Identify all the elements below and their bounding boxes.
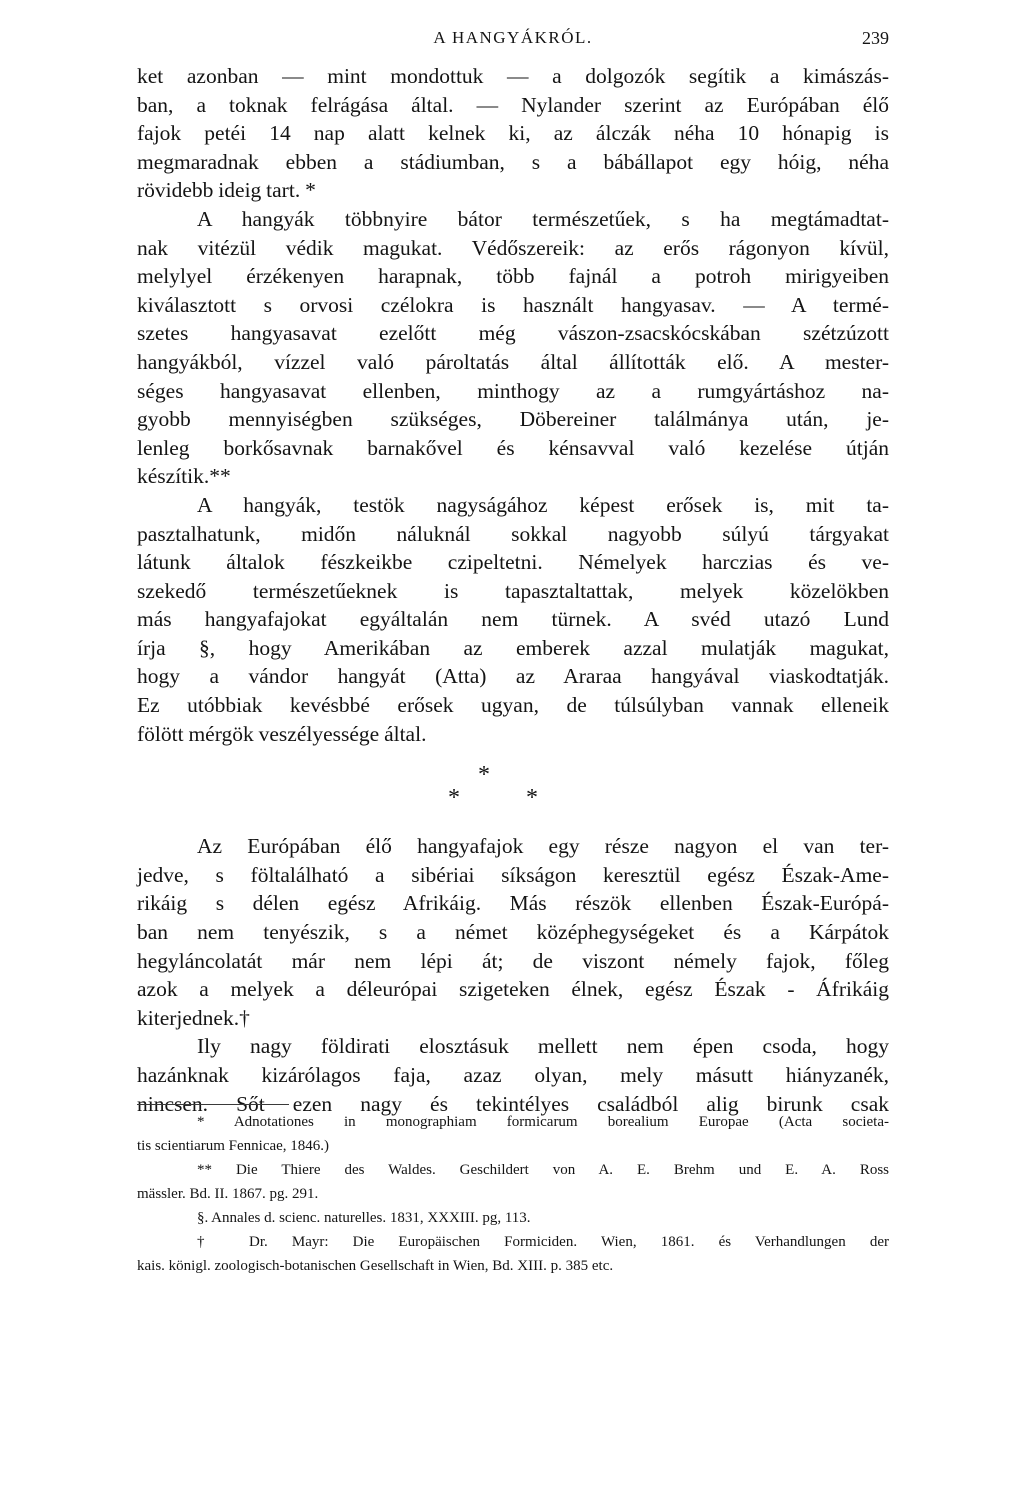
text-line: hazánknak kizárólagos faja, azaz olyan, mely másutt hiányzanék, [137, 1063, 889, 1087]
page-header [137, 28, 889, 54]
text-line: ket azonban — mint mondottuk — a dolgozók segítik a kimászás- [137, 64, 889, 88]
footnote-line: kais. königl. zoologisch-botanischen Gesellschaft in Wien, Bd. XIII. p. 385 etc. [137, 1258, 614, 1274]
section-break-star: * [448, 785, 460, 812]
footnote-rule [137, 1104, 289, 1105]
text-line: fölött mérgök veszélyessége által. [137, 721, 427, 746]
text-line: kiterjednek.† [137, 1005, 250, 1030]
text-line: gyobb mennyiségben szükséges, Döbereiner találmánya után, je- [137, 407, 889, 432]
text-line: Ily nagy földirati elosztásuk mellett nem épen csoda, hogy [197, 1034, 889, 1059]
text-line: készítik.** [137, 464, 231, 489]
footnote-line: tis scientiarum Fennicae, 1846.) [137, 1138, 330, 1154]
text-line: A hangyák, testök nagyságához képest erősek is, mit ta- [197, 492, 889, 517]
text-line: Ez utóbbiak kevésbbé erősek ugyan, de túlsúlyban vannak elleneik [137, 693, 889, 718]
footnote-line: † Dr. Mayr: Die Europäischen Formiciden. Wien, 1861. és Verhandlungen der [197, 1234, 889, 1250]
text-line: nak vitézül védik magukat. Védőszereik: az erős rágonyon kívül, [137, 235, 889, 260]
main-text [137, 62, 889, 1118]
text-line: szekedő természetűeknek is tapasztaltattak, melyek közelökben [137, 578, 889, 603]
footnote-line: * Adnotationes in monographiam formicarum borealium Europae (Acta societa- [197, 1114, 889, 1130]
section-break-star: * [478, 762, 490, 789]
text-line: Az Európában élő hangyafajok egy része nagyon el van ter- [197, 834, 889, 859]
section-break [137, 748, 889, 832]
running-head: A HANGYÁKRÓL. [433, 28, 593, 47]
footnote-line: ** Die Thiere des Waldes. Geschildert von A. E. Brehm und E. A. Ross [197, 1162, 889, 1178]
text-line: hangyákból, vízzel való pároltatás által állították elő. A mester- [137, 349, 889, 374]
text-line: pasztalhatunk, midőn náluknál sokkal nagyobb súlyú tárgyakat [137, 521, 889, 546]
text-line: melylyel érzékenyen harapnak, több fajnál a potroh mirigyeiben [137, 264, 889, 289]
section-break-star: * [526, 785, 538, 812]
text-line: nincsen. Sőt ezen nagy és tekintélyes családból alig birunk csak [137, 1091, 889, 1116]
text-line: látunk általok fészkeikbe czipeltetni. Némelyek harczias és ve- [137, 550, 889, 575]
footnote-line: §. Annales d. scienc. naturelles. 1831, XXXIII. pg, 113. [197, 1210, 531, 1226]
text-line: rikáig s délen egész Afrikáig. Más részök ellenben Észak-Európá- [137, 891, 889, 916]
text-line: séges hangyasavat ellenben, minthogy az a rumgyártáshoz na- [137, 378, 889, 403]
page-number: 239 [862, 28, 889, 48]
text-line: ban nem tenyészik, s a német középhegységeket és a Kárpátok [137, 920, 889, 945]
text-line: azok a melyek a déleurópai szigeteken élnek, egész Észak - Áfrikáig [137, 977, 889, 1002]
text-line: hegyláncolatát már nem lépi át; de viszont némely fajok, főleg [137, 948, 889, 973]
footnotes [137, 1110, 889, 1278]
text-line: jedve, s föltalálható a sibériai síkságon keresztül egész Észak-Ame- [137, 862, 889, 887]
text-line: kiválasztott s orvosi czélokra is használt hangyasav. — A termé- [137, 292, 889, 317]
text-line: hogy a vándor hangyát (Atta) az Araraa hangyával viaskodtatják. [137, 664, 889, 689]
text-line: megmaradnak ebben a stádiumban, s a bábállapot egy hóig, néha [137, 149, 889, 174]
text-line: írja §, hogy Amerikában az emberek azzal mulatják magukat, [137, 635, 889, 660]
text-line: ban, a toknak felrágása által. — Nylander szerint az Európában élő [137, 92, 889, 117]
footnote-line: mässler. Bd. II. 1867. pg. 291. [137, 1186, 319, 1202]
text-line: szetes hangyasavat ezelőtt még vászon-zsacskócskában szétzúzott [137, 321, 889, 346]
text-line: lenleg borkősavnak barnakővel és kénsavval való kezelése útján [137, 435, 889, 460]
text-line: rövidebb ideig tart. * [137, 178, 316, 203]
text-line: más hangyafajokat egyáltalán nem türnek. A svéd utazó Lund [137, 607, 889, 632]
text-line: fajok petéi 14 nap alatt kelnek ki, az álczák néha 10 hónapig is [137, 121, 889, 146]
text-line: A hangyák többnyire bátor természetűek, s ha megtámadtat- [197, 206, 889, 231]
